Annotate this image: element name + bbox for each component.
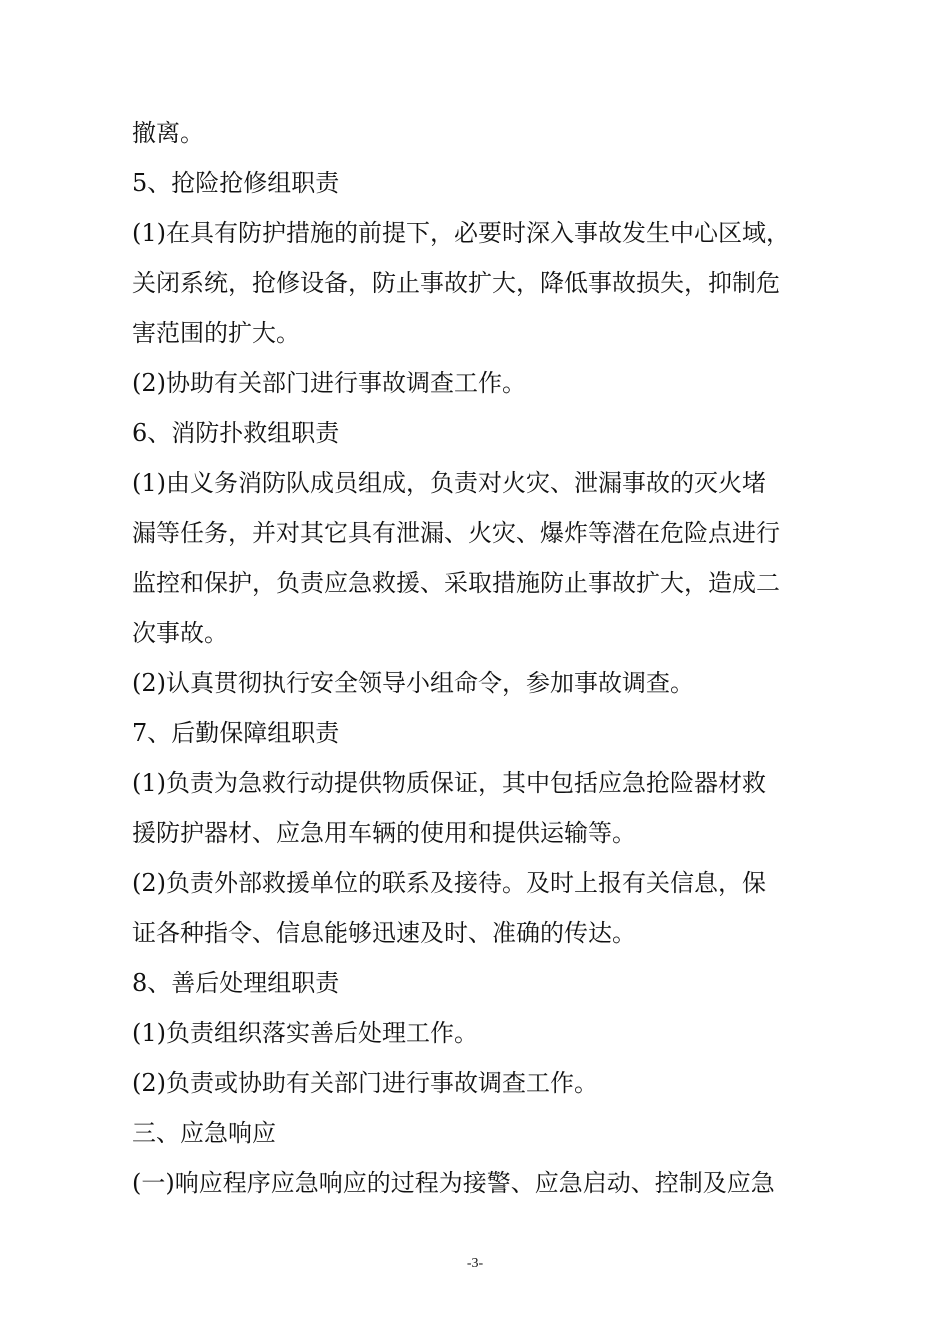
text-line: (1)在具有防护措施的前提下，必要时深入事故发生中心区域，	[132, 219, 790, 247]
section-heading: 5、抢险抢修组职责	[132, 169, 340, 197]
section-heading: 8、善后处理组职责	[132, 969, 340, 997]
section-heading: 三、应急响应	[132, 1119, 276, 1147]
section-heading: 6、消防扑救组职责	[132, 419, 340, 447]
text-line: 次事故。	[132, 619, 228, 647]
text-line: 害范围的扩大。	[132, 319, 300, 347]
text-line: (2)负责外部救援单位的联系及接待。及时上报有关信息，保	[132, 869, 766, 897]
text-line: 援防护器材、应急用车辆的使用和提供运输等。	[132, 819, 636, 847]
text-line: (2)协助有关部门进行事故调查工作。	[132, 369, 526, 397]
text-line: (1)负责组织落实善后处理工作。	[132, 1019, 478, 1047]
text-line: 关闭系统，抢修设备，防止事故扩大，降低事故损失，抑制危	[132, 269, 780, 297]
text-line: 监控和保护，负责应急救援、采取措施防止事故扩大，造成二	[132, 569, 780, 597]
document-body	[132, 108, 832, 1208]
text-line: (2)认真贯彻执行安全领导小组命令，参加事故调查。	[132, 669, 694, 697]
section-heading: 7、后勤保障组职责	[132, 719, 340, 747]
text-line: (1)由义务消防队成员组成，负责对火灾、泄漏事故的灭火堵	[132, 469, 766, 497]
text-line: 漏等任务，并对其它具有泄漏、火灾、爆炸等潜在危险点进行	[132, 519, 780, 547]
text-line: (2)负责或协助有关部门进行事故调查工作。	[132, 1069, 598, 1097]
page-number: -3-	[466, 1256, 484, 1271]
text-line: (1)负责为急救行动提供物质保证，其中包括应急抢险器材救	[132, 769, 766, 797]
text-line: (一)响应程序应急响应的过程为接警、应急启动、控制及应急	[132, 1169, 775, 1197]
text-line: 撤离。	[132, 119, 204, 147]
text-line: 证各种指令、信息能够迅速及时、准确的传达。	[132, 919, 636, 947]
